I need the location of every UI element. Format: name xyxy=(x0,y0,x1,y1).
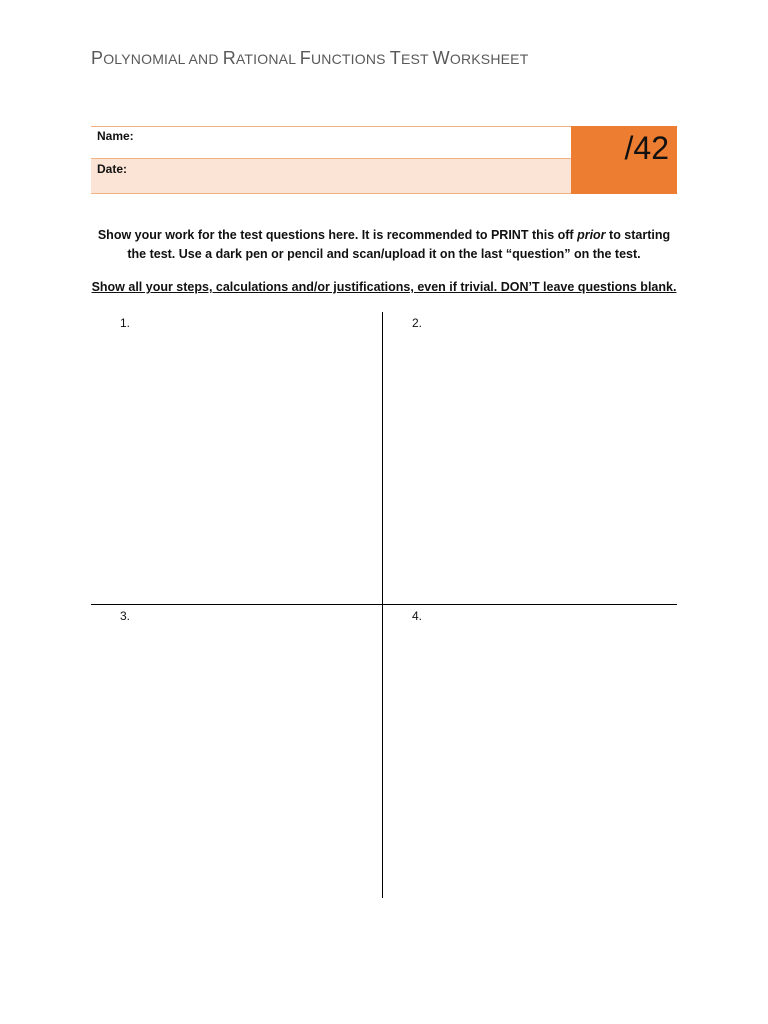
question-2-number: 2. xyxy=(412,316,423,330)
title-cap-1: P xyxy=(91,48,104,68)
title-cap-4: T xyxy=(389,48,401,68)
instructions xyxy=(91,226,677,264)
total-score: /42 xyxy=(624,130,669,166)
name-field[interactable] xyxy=(91,126,571,159)
title-rest-4: EST xyxy=(400,51,433,67)
date-field[interactable] xyxy=(91,159,571,194)
info-fields xyxy=(91,126,571,194)
score-box xyxy=(571,126,677,194)
work-grid xyxy=(91,312,677,898)
title-cap-3: F xyxy=(299,48,311,68)
title-rest-3: UNCTIONS xyxy=(310,51,390,67)
info-table xyxy=(91,126,677,194)
name-label: Name: xyxy=(97,129,134,143)
title-rest-2: ATIONAL xyxy=(235,51,300,67)
title-rest-1: OLYNOMIAL AND xyxy=(103,51,223,67)
instructions-part1: Show your work for the test questions here. It is recommended to PRINT this off xyxy=(97,228,578,242)
vertical-divider xyxy=(382,312,383,898)
horizontal-divider xyxy=(91,604,677,605)
instructions-italic: prior xyxy=(577,228,606,242)
title-cap-2: R xyxy=(222,48,236,68)
title-rest-5: ORKSHEET xyxy=(449,51,529,67)
emphasis-note: Show all your steps, calculations and/or justifications, even if trivial. DON’T leave questions blank. xyxy=(91,280,677,294)
question-3-number: 3. xyxy=(120,609,131,623)
question-4-number: 4. xyxy=(412,609,423,623)
instructions-part2: to starting the test. Use a dark pen or pencil and scan/upload it on the last “question” on the test. xyxy=(127,228,671,261)
title-cap-5: W xyxy=(432,48,450,68)
date-label: Date: xyxy=(97,162,128,176)
page-title xyxy=(91,48,528,69)
question-1-number: 1. xyxy=(120,316,131,330)
